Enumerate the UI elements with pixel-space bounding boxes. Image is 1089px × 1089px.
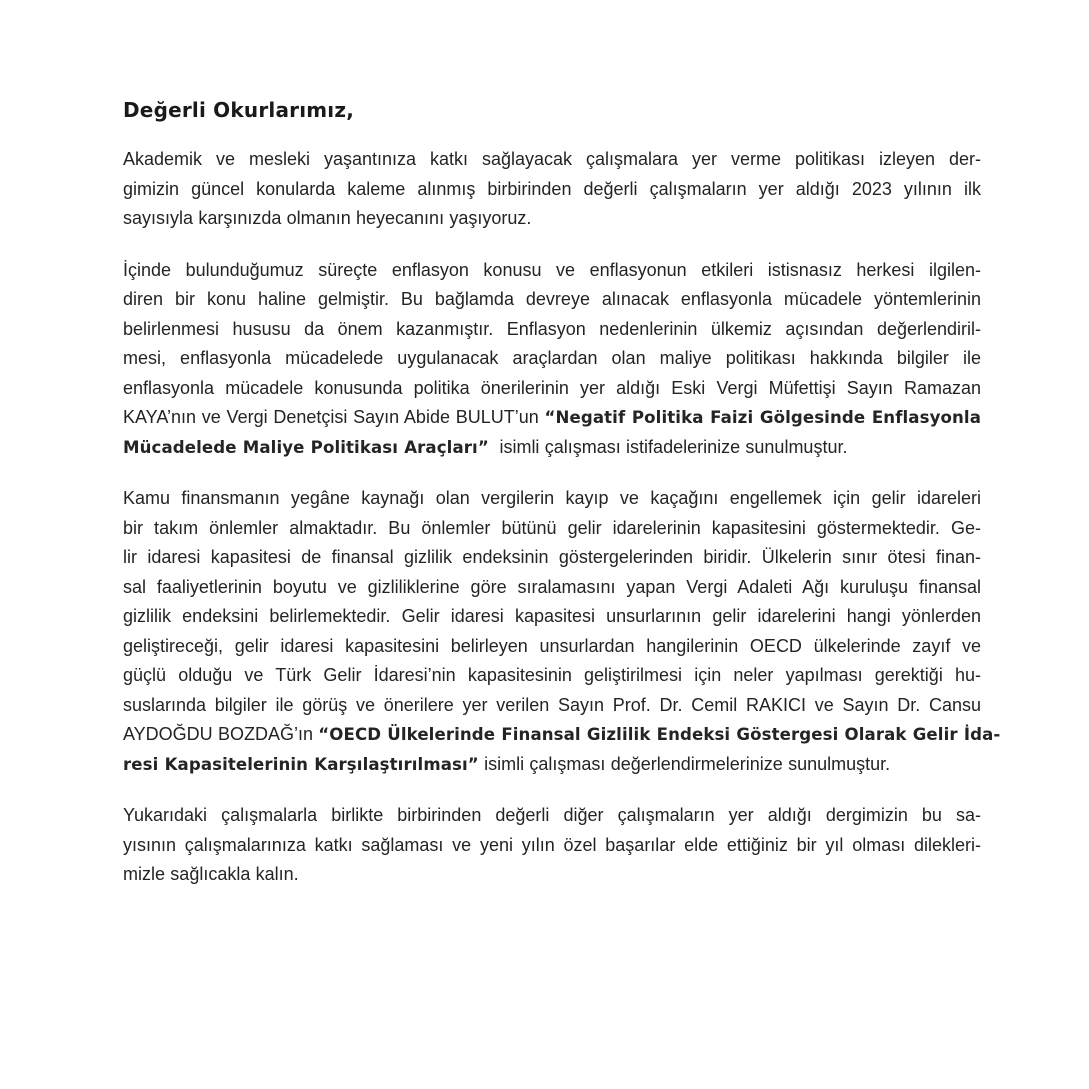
paragraph-line: diren bir konu haline gelmiştir. Bu bağlamda devreye alınacak enflasyonla mücadele yöntemlerinin (123, 289, 981, 309)
paragraph-line (123, 433, 981, 463)
paragraph-line: Yukarıdaki çalışmalarla birlikte birbirinden değerli diğer çalışmaların yer aldığı dergimizin bu sa- (123, 805, 981, 825)
line-suffix: isimli çalışması değerlendirmelerinize sunulmuştur. (478, 753, 891, 774)
letter-page (123, 96, 1001, 912)
paragraph-line: bir takım önlemler almaktadır. Bu önlemler bütünü gelir idarelerinin kapasitesini göstermektedir. Ge- (123, 517, 981, 538)
paragraph-4 (123, 801, 981, 890)
paragraph-line: geliştireceği, gelir idaresi kapasitesini belirleyen unsurlardan hangilerinin OECD ülkelerinde zayıf ve (123, 635, 981, 656)
paragraph-line: enflasyonla mücadele konusunda politika önerilerinin yer aldığı Eski Vergi Müfettişi Sayın Ramazan (123, 377, 981, 398)
paragraph-line: suslarında bilgiler ile görüş ve önerilere yer verilen Sayın Prof. Dr. Cemil RAKICI ve Sayın Dr. Cansu (123, 694, 981, 715)
paragraph-3 (123, 484, 1001, 779)
paragraph-line (123, 750, 981, 780)
paragraph-line: güçlü olduğu ve Türk Gelir İdaresi’nin kapasitesinin geliştirilmesi için neler yapılması gerektiği hu- (123, 665, 981, 685)
paragraph-line: Kamu finansmanın yegâne kaynağı olan vergilerin kayıp ve kaçağını engellemek için gelir idareleri (123, 488, 981, 508)
paragraph-line: yısının çalışmalarınıza katkı sağlaması ve yeni yılın özel başarılar elde ettiğiniz bir yıl olması dilekleri- (123, 834, 981, 855)
paragraph-line: Akademik ve mesleki yaşantınıza katkı sağlayacak çalışmalara yer verme politikası izleyen der- (123, 149, 981, 169)
paragraph-line: sal faaliyetlerinin boyutu ve gizliliklerine göre sıralamasını yapan Vergi Adaleti Ağı kuruluşu finansal (123, 576, 981, 597)
paragraph-line: İçinde bulunduğumuz süreçte enflasyon konusu ve enflasyonun etkileri istisnasız herkesi ilgilen- (123, 259, 981, 280)
paragraph-1 (123, 145, 981, 234)
paragraph-line: sayısıyla karşınızda olmanın heyecanını yaşıyoruz. (123, 208, 532, 228)
article-title: “OECD Ülkelerinde Finansal Gizlilik Endeksi Göstergesi Olarak Gelir İda- (318, 725, 1001, 744)
paragraph-line: belirlenmesi hususu da önem kazanmıştır. Enflasyon nedenlerinin ülkemiz açısından değerlendiril- (123, 318, 981, 339)
paragraph-line: gimizin güncel konularda kaleme alınmış birbirinden değerli çalışmaların yer aldığı 2023 yılının ilk (123, 178, 981, 199)
article-title: resi Kapasitelerinin Karşılaştırılması” (123, 754, 479, 774)
author-intro: AYDOĞDU BOZDAĞ’ın (123, 724, 319, 744)
paragraph-line (123, 403, 981, 433)
article-title: “Negatif Politika Faizi Gölgesinde Enflasyonla (544, 408, 981, 427)
author-intro: KAYA’nın ve Vergi Denetçisi Sayın Abide BULUT’un (123, 407, 545, 427)
paragraph-line: mesi, enflasyonla mücadelede uygulanacak araçlardan olan maliye politikası hakkında bilgiler ile (123, 348, 981, 368)
line-suffix: isimli çalışması istifadelerinize sunulmuştur. (488, 436, 848, 457)
paragraph-line: mizle sağlıcakla kalın. (123, 864, 299, 884)
article-title: Mücadelede Maliye Politikası Araçları” (123, 437, 489, 457)
paragraph-2 (123, 256, 981, 463)
paragraph-line: lir idaresi kapasitesi de finansal gizlilik endeksinin göstergelerinden biridir. Ülkelerin sınır ötesi finan- (123, 547, 981, 567)
paragraph-line: gizlilik endeksini belirlemektedir. Gelir idaresi kapasitesi unsurlarının gelir idarelerini hangi yönlerden (123, 606, 981, 626)
paragraph-line (123, 720, 1001, 750)
letter-salutation: Değerli Okurlarımız, (123, 98, 354, 122)
